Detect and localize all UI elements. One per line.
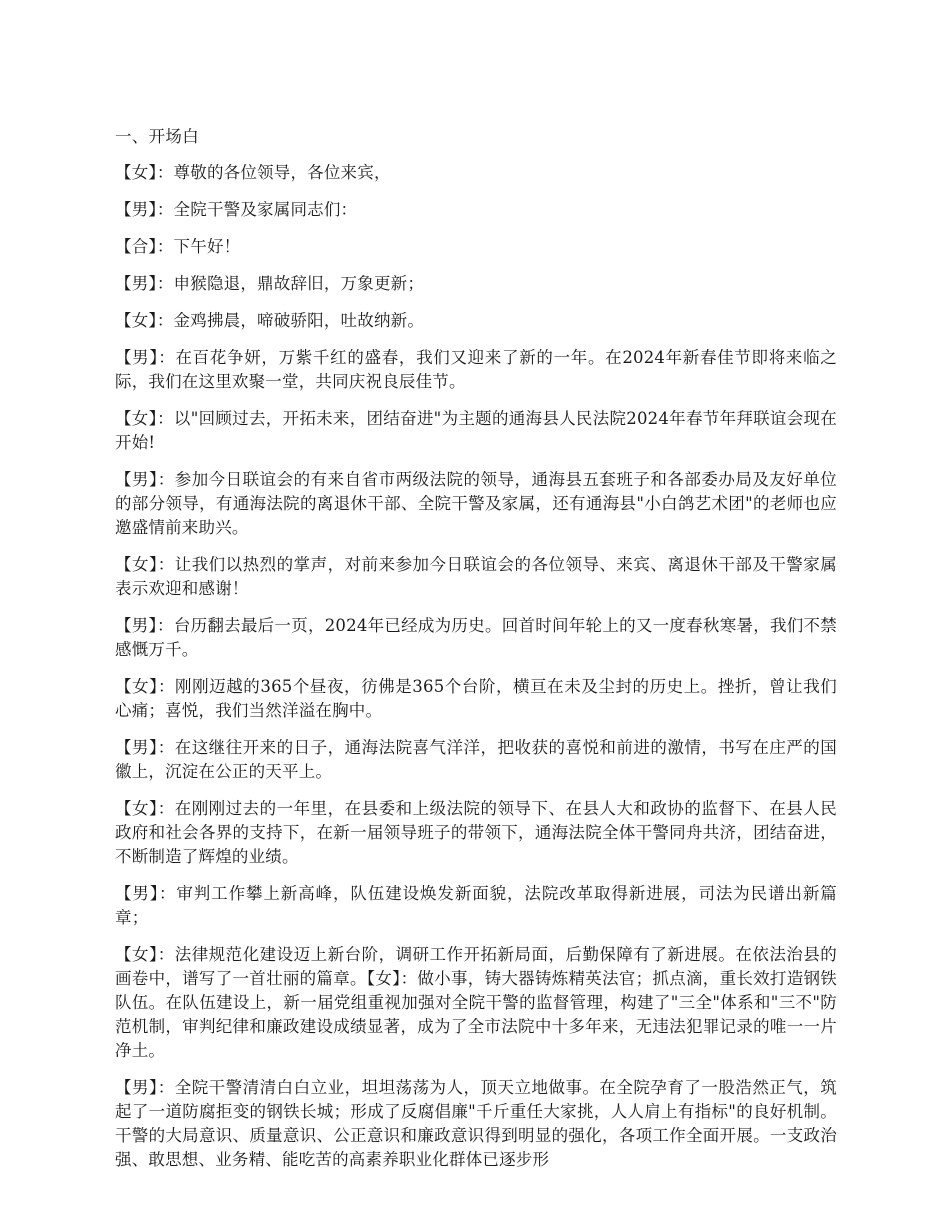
paragraph-6: 【男】：在百花争妍，万紫千红的盛春，我们又迎来了新的一年。在2024年新春佳节即将来临之际，我们在这里欢聚一堂，共同庆祝良辰佳节。 — [115, 348, 837, 391]
paragraph-11: 【女】：刚刚迈越的365个昼夜，彷佛是365个台阶，横亘在未及尘封的历史上。挫折，曾让我们心痛；喜悦，我们当然洋溢在胸中。 — [115, 677, 837, 720]
paragraph-1: 【女】：尊敬的各位领导，各位来宾， — [115, 163, 391, 182]
paragraph-2: 【男】：全院干警及家属同志们： — [115, 200, 358, 219]
paragraph-12: 【男】：在这继往开来的日子，通海法院喜气洋洋，把收获的喜悦和前进的激情，书写在庄严的国徽上，沉淀在公正的天平上。 — [115, 738, 837, 781]
paragraph-8: 【男】：参加今日联谊会的有来自省市两级法院的领导，通海县五套班子和各部委办局及友好单位的部分领导，有通海法院的离退休干部、全院干警及家属，还有通海县"小白鸽艺术团"的老师也应邀盛情前来助兴。 — [115, 470, 837, 537]
paragraph-13: 【女】：在刚刚过去的一年里，在县委和上级法院的领导下、在县人大和政协的监督下、在县人民政府和社会各界的支持下，在新一届领导班子的带领下，通海法院全体干警同舟共济，团结奋进，不断制造了辉煌的业绩。 — [115, 799, 837, 866]
paragraph-3: 【合】：下午好！ — [115, 237, 241, 256]
section-heading: 一、开场白 — [115, 127, 199, 146]
paragraph-5: 【女】：金鸡拂晨，啼破骄阳，吐故纳新。 — [115, 311, 425, 330]
paragraph-10: 【男】：台历翻去最后一页，2024年已经成为历史。回首时间年轮上的又一度春秋寒暑，我们不禁感慨万千。 — [115, 616, 837, 659]
paragraph-15: 【女】：法律规范化建设迈上新台阶，调研工作开拓新局面，后勤保障有了新进展。在依法治县的画卷中，谱写了一首壮丽的篇章。【女】：做小事，铸大器铸炼精英法官；抓点滴，重长效打造钢铁队伍。在队伍建设上，新一届党组重视加强对全院干警的监督管理，构建了"三全"体系和"三不"防范机制，审判纪律和廉政建设成绩显著，成为了全市法院中十多年来，无违法犯罪记录的唯一一片净土。 — [115, 945, 837, 1060]
paragraph-16: 【男】：全院干警清清白白立业，坦坦荡荡为人，顶天立地做事。在全院孕育了一股浩然正气，筑起了一道防腐拒变的钢铁长城；形成了反腐倡廉"千斤重任大家挑，人人肩上有指标"的良好机制。干警的大局意识、质量意识、公正意识和廉政意识得到明显的强化，各项工作全面开展。一支政治强、敢思想、业务精、能吃苦的高素养职业化群体已逐步形 — [115, 1078, 837, 1169]
paragraph-9: 【女】：让我们以热烈的掌声，对前来参加今日联谊会的各位领导、来宾、离退休干部及干警家属表示欢迎和感谢！ — [115, 555, 837, 598]
document-page — [115, 124, 837, 1185]
paragraph-4: 【男】：申猴隐退，鼎故辞旧，万象更新； — [115, 274, 425, 293]
paragraph-7: 【女】：以"回顾过去，开拓未来，团结奋进"为主题的通海县人民法院2024年春节年拜联谊会现在开始! — [115, 409, 837, 452]
paragraph-14: 【男】：审判工作攀上新高峰，队伍建设焕发新面貌，法院改革取得新进展，司法为民谱出新篇章； — [115, 884, 837, 927]
